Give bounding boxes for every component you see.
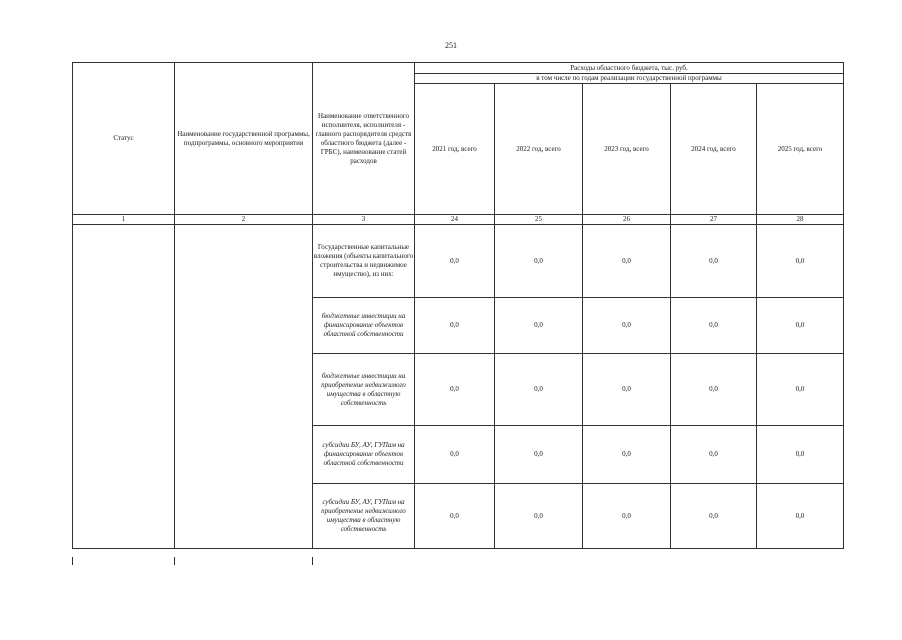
- table-continuation: [72, 557, 313, 567]
- value-cell: 0,0: [495, 484, 583, 549]
- value-cell: 0,0: [757, 298, 844, 354]
- value-cell: 0,0: [495, 426, 583, 484]
- row-label: Государственные капитальные вложения (объекты капитального строительства и недвижимое имущество), из них:: [313, 225, 415, 298]
- value-cell: 0,0: [495, 298, 583, 354]
- column-number: 26: [583, 215, 671, 225]
- column-number: 28: [757, 215, 844, 225]
- header-year: 2024 год, всего: [671, 84, 757, 215]
- value-cell: 0,0: [415, 298, 495, 354]
- value-cell: 0,0: [757, 225, 844, 298]
- value-cell: 0,0: [583, 354, 671, 426]
- value-cell: 0,0: [495, 225, 583, 298]
- value-cell: 0,0: [583, 225, 671, 298]
- value-cell: 0,0: [415, 484, 495, 549]
- header-program: Наименование государственной программы, подпрограммы, основного мероприятия: [175, 63, 313, 215]
- value-cell: 0,0: [757, 426, 844, 484]
- row-label: субсидии БУ, АУ, ГУПам на приобретение недвижимого имущества в областную собственность: [313, 484, 415, 549]
- continuation-line: [72, 557, 73, 565]
- column-number: 1: [73, 215, 175, 225]
- column-number: 25: [495, 215, 583, 225]
- value-cell: 0,0: [583, 484, 671, 549]
- header-status: Статус: [73, 63, 175, 215]
- value-cell: 0,0: [671, 298, 757, 354]
- column-number: 24: [415, 215, 495, 225]
- value-cell: 0,0: [495, 354, 583, 426]
- table-row: [73, 225, 844, 298]
- page-number: 251: [445, 41, 457, 50]
- value-cell: 0,0: [583, 426, 671, 484]
- value-cell: 0,0: [757, 354, 844, 426]
- column-number: 27: [671, 215, 757, 225]
- value-cell: 0,0: [583, 298, 671, 354]
- column-numbers-row: [73, 215, 844, 225]
- column-number: 3: [313, 215, 415, 225]
- budget-table: [72, 62, 844, 549]
- row-label: бюджетные инвестиции на финансирование объектов областной собственности: [313, 298, 415, 354]
- row-label: бюджетные инвестиции на приобретение недвижимого имущества в областную собственность: [313, 354, 415, 426]
- header-row-top: [73, 63, 844, 74]
- program-cell: [175, 225, 313, 549]
- header-budget-subtitle: в том числе по годам реализации государственной программы: [415, 74, 844, 84]
- value-cell: 0,0: [671, 354, 757, 426]
- header-year: 2022 год, всего: [495, 84, 583, 215]
- column-number: 2: [175, 215, 313, 225]
- continuation-line: [312, 557, 313, 565]
- header-year: 2025 год, всего: [757, 84, 844, 215]
- continuation-line: [174, 557, 175, 565]
- value-cell: 0,0: [671, 484, 757, 549]
- header-year: 2021 год, всего: [415, 84, 495, 215]
- value-cell: 0,0: [415, 354, 495, 426]
- value-cell: 0,0: [415, 225, 495, 298]
- header-budget-group: Расходы областного бюджета, тыс. руб.: [415, 63, 844, 74]
- value-cell: 0,0: [415, 426, 495, 484]
- status-cell: [73, 225, 175, 549]
- value-cell: 0,0: [757, 484, 844, 549]
- header-executor: Наименование ответственного исполнителя, исполнителя - главного распорядителя средств областного бюджета (далее - ГРБС), наименование статей расходов: [313, 63, 415, 215]
- row-label: субсидии БУ, АУ, ГУПам на финансирование объектов областной собственности: [313, 426, 415, 484]
- value-cell: 0,0: [671, 225, 757, 298]
- value-cell: 0,0: [671, 426, 757, 484]
- header-year: 2023 год, всего: [583, 84, 671, 215]
